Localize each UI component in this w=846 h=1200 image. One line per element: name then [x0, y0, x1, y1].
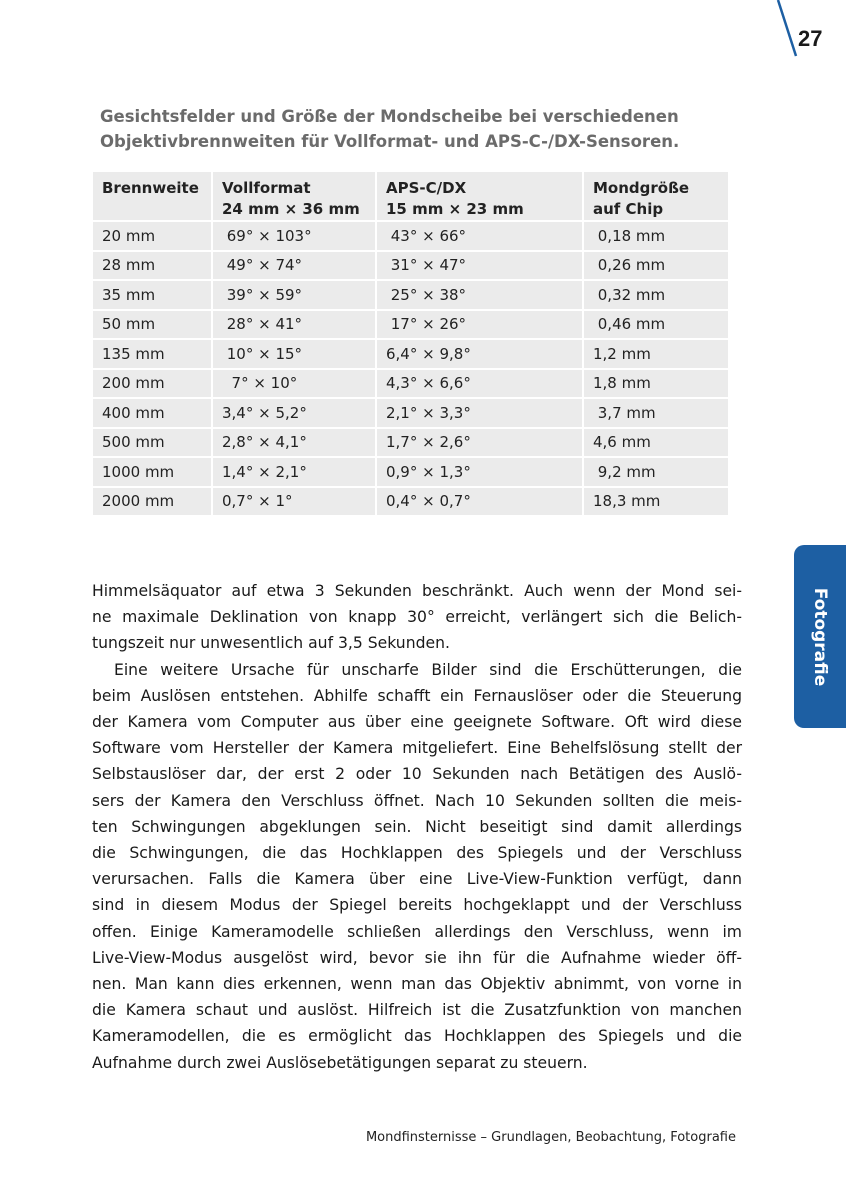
table-cell: 39° × 59° — [213, 281, 377, 309]
table-cell: 0,18 mm — [584, 222, 728, 250]
table-caption — [100, 104, 740, 154]
table-row — [93, 399, 728, 427]
text-line: ne maximale Deklination von knapp 30° erreicht, verlängert sich die Belich- — [92, 608, 742, 627]
text-line: die Kamera schaut und auslöst. Hilfreich ist die Zusatzfunktion von manchen — [92, 1001, 742, 1020]
table-cell: 9,2 mm — [584, 458, 728, 486]
body-text — [92, 578, 742, 1076]
focal-length-table — [93, 170, 728, 517]
table-cell: 2,8° × 4,1° — [213, 429, 377, 457]
table-cell: 1,2 mm — [584, 340, 728, 368]
page-number: 27 — [798, 26, 823, 51]
text-line: der Kamera vom Computer aus über eine geeignete Software. Oft wird diese — [92, 713, 742, 732]
caption-line: Objektivbrennweiten für Vollformat- und APS-C-/DX-Sensoren. — [100, 132, 680, 151]
header-cell-brennweite: Brennweite — [93, 172, 213, 220]
text-line: beim Auslösen entstehen. Abhilfe schafft ein Fernauslöser oder die Steuerung — [92, 686, 742, 705]
table-row — [93, 222, 728, 250]
table-cell: 20 mm — [93, 222, 213, 250]
table-cell: 43° × 66° — [377, 222, 584, 250]
table-cell: 3,7 mm — [584, 399, 728, 427]
table-cell: 500 mm — [93, 429, 213, 457]
text-line: Aufnahme durch zwei Auslösebetätigungen separat zu steuern. — [92, 1053, 588, 1072]
table-cell: 28° × 41° — [213, 311, 377, 339]
table-cell: 1,4° × 2,1° — [213, 458, 377, 486]
text-line: Himmelsäquator auf etwa 3 Sekunden beschränkt. Auch wenn der Mond sei- — [92, 582, 742, 600]
table-cell: 7° × 10° — [213, 370, 377, 398]
section-tab-label: Fotografie — [810, 587, 830, 686]
table-cell: 35 mm — [93, 281, 213, 309]
text-line: nen. Man kann dies erkennen, wenn man das Objektiv abnimmt, von vorne in — [92, 975, 742, 994]
table-row — [93, 458, 728, 486]
table-cell: 2,1° × 3,3° — [377, 399, 584, 427]
table-cell: 0,32 mm — [584, 281, 728, 309]
text-line: Live-View-Modus ausgelöst wird, bevor sie ihn für die Aufnahme wieder öff- — [92, 948, 742, 967]
table-cell: 50 mm — [93, 311, 213, 339]
table-cell: 17° × 26° — [377, 311, 584, 339]
text-line: offen. Einige Kameramodelle schließen allerdings den Verschluss, wenn im — [92, 922, 742, 941]
text-line: ten Schwingungen abgeklungen sein. Nicht beseitigt sind damit allerdings — [92, 817, 742, 836]
table-row — [93, 252, 728, 280]
table-cell: 18,3 mm — [584, 488, 728, 516]
text-line: Eine weitere Ursache für unscharfe Bilder sind die Erschütterungen, die — [114, 660, 742, 679]
table-row — [93, 488, 728, 516]
header-rule — [0, 0, 846, 60]
header-cell-vollformat: Vollformat 24 mm × 36 mm — [213, 172, 377, 220]
header-cell-aps-c: APS-C/DX 15 mm × 23 mm — [377, 172, 584, 220]
table-cell: 0,26 mm — [584, 252, 728, 280]
table-cell: 0,46 mm — [584, 311, 728, 339]
table-cell: 31° × 47° — [377, 252, 584, 280]
table-cell: 0,9° × 1,3° — [377, 458, 584, 486]
table-body — [93, 222, 728, 515]
table-cell: 200 mm — [93, 370, 213, 398]
table-cell: 2000 mm — [93, 488, 213, 516]
text-line: tungszeit nur unwesentlich auf 3,5 Sekunden. — [92, 634, 450, 653]
table-cell: 10° × 15° — [213, 340, 377, 368]
table-cell: 0,7° × 1° — [213, 488, 377, 516]
text-line: Selbstauslöser dar, der erst 2 oder 10 Sekunden nach Betätigen des Auslö- — [92, 765, 742, 784]
caption-line: Gesichtsfelder und Größe der Mondscheibe bei verschiedenen — [100, 107, 679, 126]
table-cell: 3,4° × 5,2° — [213, 399, 377, 427]
text-line: Kameramodellen, die es ermöglicht das Hochklappen des Spiegels und die — [92, 1027, 742, 1046]
text-line: sers der Kamera den Verschluss öffnet. Nach 10 Sekunden sollten die meis- — [92, 791, 742, 810]
table-row — [93, 370, 728, 398]
text-line: Software vom Hersteller der Kamera mitgeliefert. Eine Behelfslösung stellt der — [92, 739, 742, 758]
text-line: sind in diesem Modus der Spiegel bereits hochgeklappt und der Verschluss — [92, 896, 742, 915]
header-cell-mondgroesse: Mondgröße auf Chip — [584, 172, 728, 220]
table-cell: 135 mm — [93, 340, 213, 368]
running-footer: Mondfinsternisse – Grundlagen, Beobachtung, Fotografie — [365, 1130, 736, 1145]
table-cell: 49° × 74° — [213, 252, 377, 280]
table-row — [93, 311, 728, 339]
table-cell: 4,3° × 6,6° — [377, 370, 584, 398]
table-cell: 69° × 103° — [213, 222, 377, 250]
table-header-row — [93, 172, 728, 220]
text-line: verursachen. Falls die Kamera über eine Live-View-Funktion verfügt, dann — [92, 870, 742, 889]
text-line: die Schwingungen, die das Hochklappen des Spiegels und der Verschluss — [92, 844, 742, 863]
table-cell: 1000 mm — [93, 458, 213, 486]
table-cell: 0,4° × 0,7° — [377, 488, 584, 516]
table-row — [93, 429, 728, 457]
table-cell: 4,6 mm — [584, 429, 728, 457]
table-cell: 400 mm — [93, 399, 213, 427]
section-tab[interactable] — [794, 545, 846, 728]
table-row — [93, 281, 728, 309]
table-cell: 28 mm — [93, 252, 213, 280]
table-row — [93, 340, 728, 368]
table-cell: 25° × 38° — [377, 281, 584, 309]
table-cell: 6,4° × 9,8° — [377, 340, 584, 368]
table-cell: 1,7° × 2,6° — [377, 429, 584, 457]
table-cell: 1,8 mm — [584, 370, 728, 398]
